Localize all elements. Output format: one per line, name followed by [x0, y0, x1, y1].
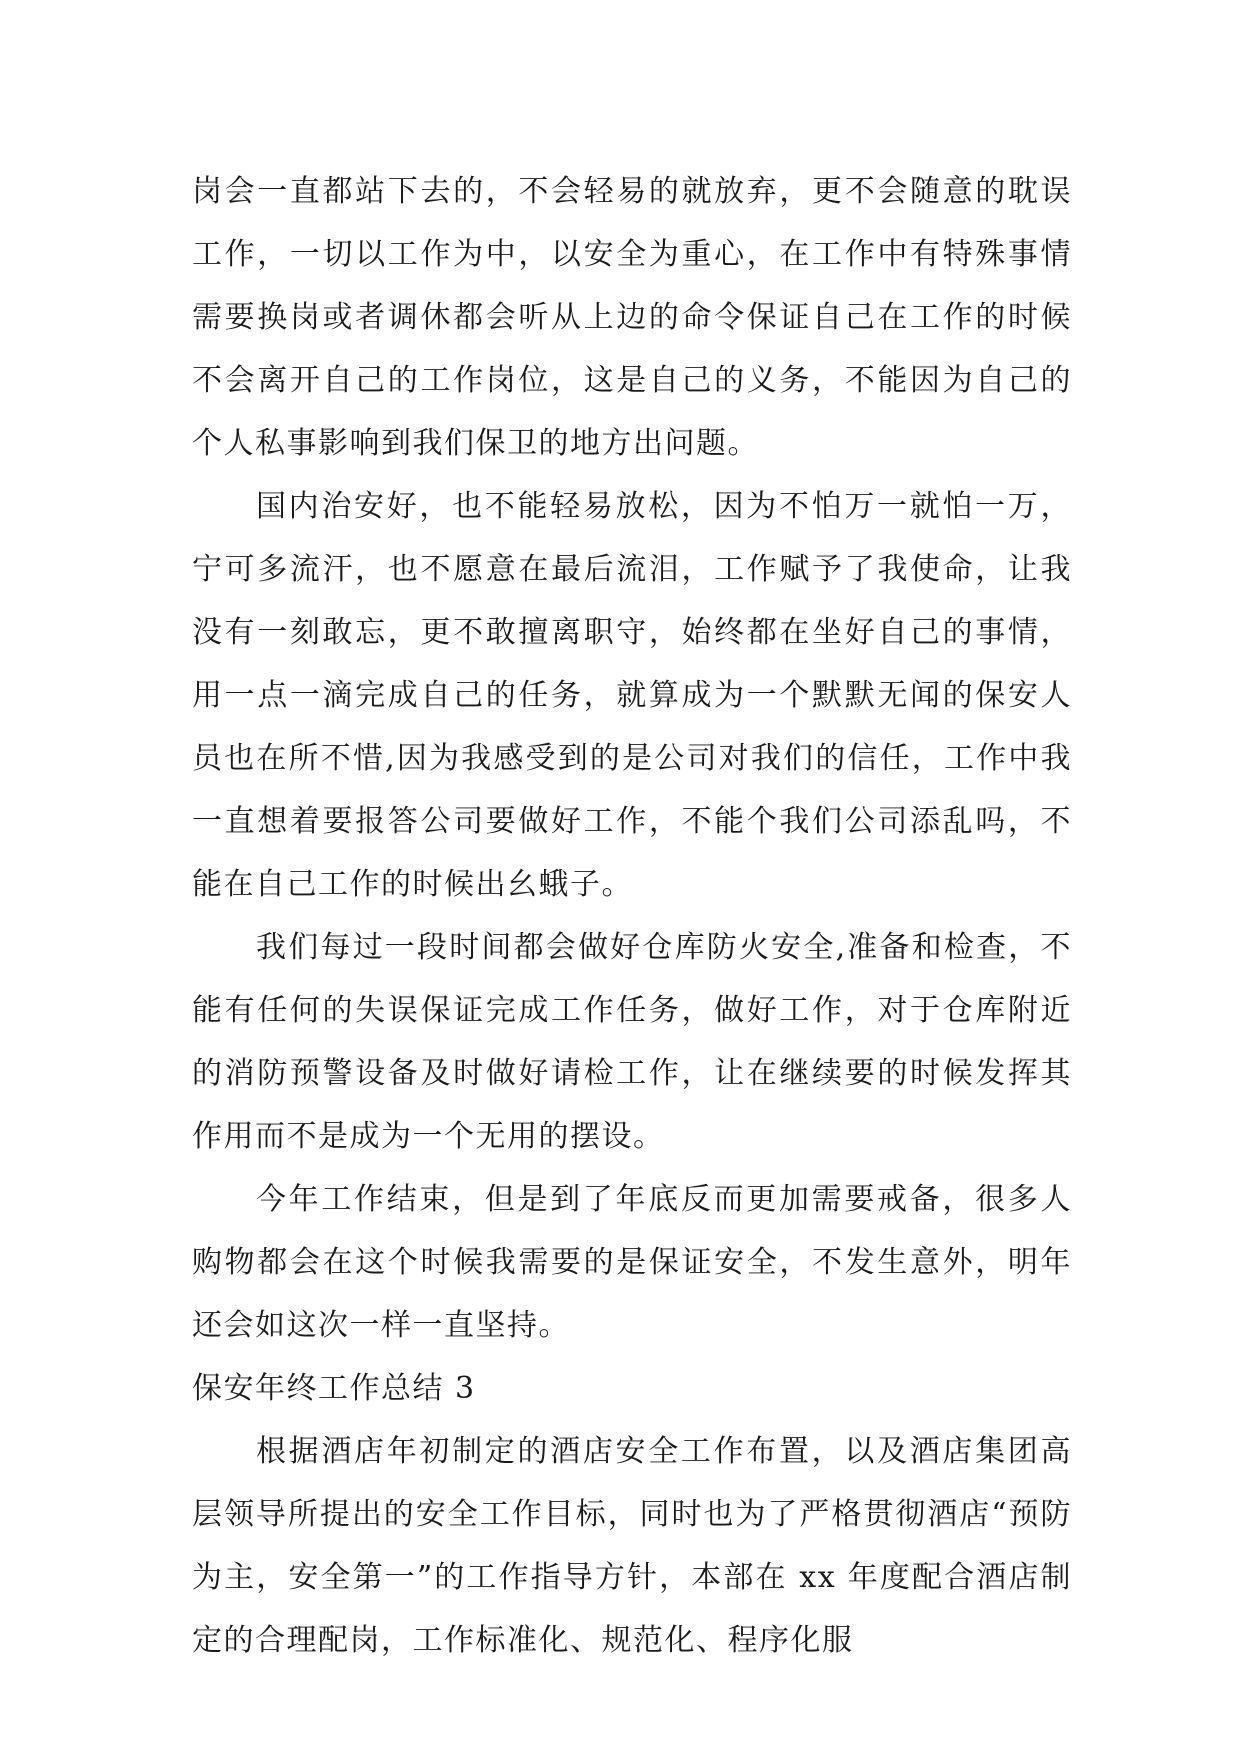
- paragraph-warehouse-fire-safety: 我们每过一段时间都会做好仓库防火安全,准备和检查，不能有任何的失误保证完成工作任务，做好工作，对于仓库附近的消防预警设备及时做好请检工作，让在继续要的时候发挥其作用而不是成为一个无用的摆设。: [192, 930, 1072, 1154]
- document-body: [192, 160, 1072, 1672]
- paragraph-public-security: 国内治安好，也不能轻易放松，因为不怕万一就怕一万，宁可多流汗，也不愿意在最后流泪，工作赋予了我使命，让我没有一刻敢忘，更不敢擅离职守，始终都在坐好自己的事情，用一点一滴完成自己的任务，就算成为一个默默无闻的保安人员也在所不惜,因为我感受到的是公司对我们的信任，工作中我一直想着要报答公司要做好工作，不能个我们公司添乱吗，不能在自己工作的时候出幺蛾子。: [192, 489, 1072, 902]
- paragraph-hotel-safety: 根据酒店年初制定的酒店安全工作布置，以及酒店集团高层领导所提出的安全工作目标，同时也为了严格贯彻酒店“预防为主，安全第一”的工作指导方针，本部在 xx 年度配合酒店制定的合理配岗，工作标准化、规范化、程序化服: [192, 1434, 1072, 1658]
- paragraph-year-end: 今年工作结束，但是到了年底反而更加需要戒备，很多人购物都会在这个时候我需要的是保证安全，不发生意外，明年还会如这次一样一直坚持。: [192, 1182, 1072, 1343]
- paragraph-continued: 岗会一直都站下去的，不会轻易的就放弃，更不会随意的耽误工作，一切以工作为中，以安全为重心，在工作中有特殊事情需要换岗或者调休都会听从上边的命令保证自己在工作的时候不会离开自己的工作岗位，这是自己的义务，不能因为自己的个人私事影响到我们保卫的地方出问题。: [192, 174, 1072, 461]
- section-heading: 保安年终工作总结 3: [192, 1371, 476, 1406]
